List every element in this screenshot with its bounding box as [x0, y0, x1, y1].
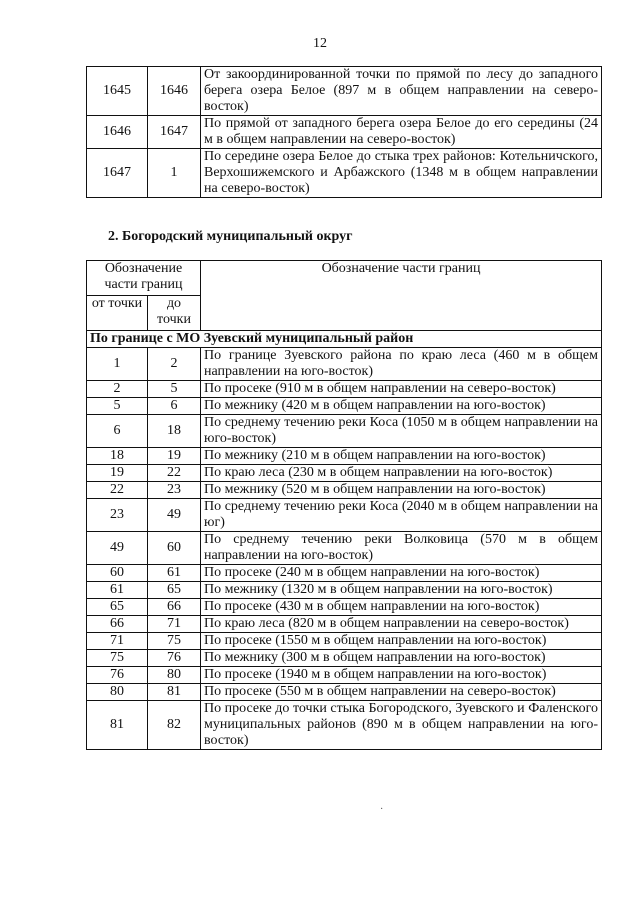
table-row	[87, 565, 602, 582]
row-description: По среднему течению реки Коса (2040 м в общем направлении на юг)	[201, 499, 602, 532]
row-description: От закоординированной точки по прямой по лесу до западного берега озера Белое (897 м в общем направлении на северо-восток)	[201, 67, 602, 116]
from-point: 1	[87, 348, 148, 381]
table-row	[87, 599, 602, 616]
to-point: 61	[148, 565, 201, 582]
row-description: По межнику (1320 м в общем направлении на юго-восток)	[201, 582, 602, 599]
section-title: 2. Богородский муниципальный округ	[108, 229, 353, 244]
from-point: 1646	[87, 116, 148, 149]
row-description: По просеке (1550 м в общем направлении на юго-восток)	[201, 633, 602, 650]
header-from: от точки	[87, 296, 148, 331]
table-row	[87, 482, 602, 499]
row-description: По краю леса (230 м в общем направлении на юго-восток)	[201, 465, 602, 482]
boundary-table	[86, 260, 602, 750]
table-row	[87, 650, 602, 667]
to-point: 18	[148, 415, 201, 448]
continuation-table	[86, 66, 602, 198]
from-point: 18	[87, 448, 148, 465]
to-point: 1	[148, 149, 201, 198]
to-point: 80	[148, 667, 201, 684]
header-row	[87, 261, 602, 296]
table-row	[87, 381, 602, 398]
header-to: до точки	[148, 296, 201, 331]
row-description: По просеке до точки стыка Богородского, Зуевского и Фаленского муниципальных районов (890 м в общем направлении на юго-восток)	[201, 701, 602, 750]
from-point: 1647	[87, 149, 148, 198]
to-point: 49	[148, 499, 201, 532]
from-point: 49	[87, 532, 148, 565]
header-designation-points: Обозначение части границ	[87, 261, 201, 296]
group-label: По границе с МО Зуевский муниципальный район	[87, 331, 602, 348]
table-row	[87, 684, 602, 701]
to-point: 71	[148, 616, 201, 633]
row-description: По межнику (520 м в общем направлении на юго-восток)	[201, 482, 602, 499]
row-description: По середине озера Белое до стыка трех районов: Котельничского, Верхошижемского и Арбажского (1348 м в общем направлении на северо-восток)	[201, 149, 602, 198]
row-description: По среднему течению реки Коса (1050 м в общем направлении на юго-восток)	[201, 415, 602, 448]
table-row	[87, 465, 602, 482]
to-point: 1646	[148, 67, 201, 116]
table-row	[87, 398, 602, 415]
table-row	[87, 633, 602, 650]
to-point: 81	[148, 684, 201, 701]
row-description: По среднему течению реки Волковица (570 м в общем направлении на юго-восток)	[201, 532, 602, 565]
to-point: 6	[148, 398, 201, 415]
to-point: 5	[148, 381, 201, 398]
to-point: 1647	[148, 116, 201, 149]
table-row	[87, 532, 602, 565]
row-description: По межнику (210 м в общем направлении на юго-восток)	[201, 448, 602, 465]
table-row	[87, 448, 602, 465]
row-description: По межнику (420 м в общем направлении на юго-восток)	[201, 398, 602, 415]
to-point: 19	[148, 448, 201, 465]
from-point: 19	[87, 465, 148, 482]
row-description: По просеке (550 м в общем направлении на северо-восток)	[201, 684, 602, 701]
from-point: 60	[87, 565, 148, 582]
to-point: 23	[148, 482, 201, 499]
header-designation-part: Обозначение части границ	[201, 261, 602, 331]
from-point: 61	[87, 582, 148, 599]
table-row	[87, 67, 602, 116]
row-description: По прямой от западного берега озера Белое до его середины (24 м в общем направлении на северо-восток)	[201, 116, 602, 149]
to-point: 75	[148, 633, 201, 650]
from-point: 5	[87, 398, 148, 415]
table-row	[87, 582, 602, 599]
table-row	[87, 149, 602, 198]
from-point: 71	[87, 633, 148, 650]
page-end-mark: ·	[380, 804, 384, 815]
row-description: По просеке (910 м в общем направлении на северо-восток)	[201, 381, 602, 398]
from-point: 23	[87, 499, 148, 532]
to-point: 22	[148, 465, 201, 482]
table-row	[87, 616, 602, 633]
to-point: 65	[148, 582, 201, 599]
from-point: 22	[87, 482, 148, 499]
to-point: 2	[148, 348, 201, 381]
row-description: По просеке (430 м в общем направлении на юго-восток)	[201, 599, 602, 616]
from-point: 65	[87, 599, 148, 616]
table-row	[87, 116, 602, 149]
from-point: 81	[87, 701, 148, 750]
table-row	[87, 415, 602, 448]
table-row	[87, 701, 602, 750]
to-point: 66	[148, 599, 201, 616]
from-point: 76	[87, 667, 148, 684]
row-description: По краю леса (820 м в общем направлении на северо-восток)	[201, 616, 602, 633]
group-row	[87, 331, 602, 348]
row-description: По межнику (300 м в общем направлении на юго-восток)	[201, 650, 602, 667]
to-point: 60	[148, 532, 201, 565]
from-point: 75	[87, 650, 148, 667]
row-description: По просеке (1940 м в общем направлении на юго-восток)	[201, 667, 602, 684]
to-point: 82	[148, 701, 201, 750]
from-point: 1645	[87, 67, 148, 116]
row-description: По просеке (240 м в общем направлении на юго-восток)	[201, 565, 602, 582]
table-row	[87, 499, 602, 532]
page-number: 12	[313, 36, 327, 51]
from-point: 66	[87, 616, 148, 633]
table-row	[87, 348, 602, 381]
from-point: 80	[87, 684, 148, 701]
to-point: 76	[148, 650, 201, 667]
row-description: По границе Зуевского района по краю леса (460 м в общем направлении на юго-восток)	[201, 348, 602, 381]
from-point: 6	[87, 415, 148, 448]
from-point: 2	[87, 381, 148, 398]
table-row	[87, 667, 602, 684]
